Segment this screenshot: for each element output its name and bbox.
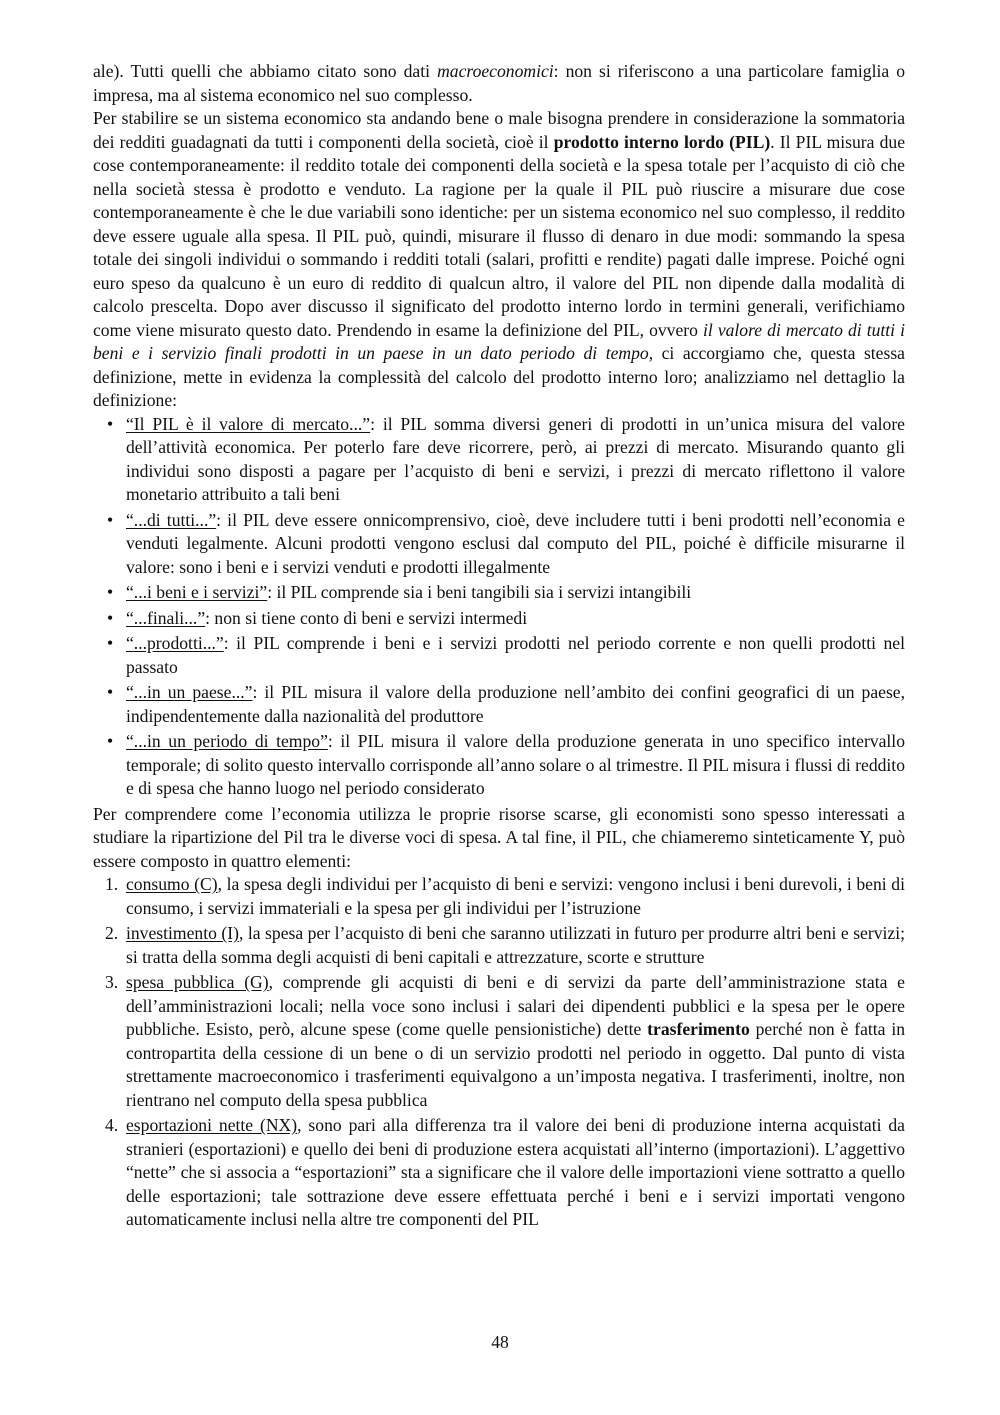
bullet-item	[93, 632, 905, 679]
underlined-term: spesa pubblica (G)	[126, 972, 269, 992]
bullet-icon: •	[107, 607, 114, 628]
bullet-item	[93, 581, 905, 605]
text-run: , ci accorgiamo che, questa stessa definizione, mette in evidenza la complessità del calcolo del prodotto interno loro; analizziamo nel dettaglio la definizione:	[93, 343, 905, 410]
item-number: 2.	[105, 923, 119, 943]
text-run: : non si riferiscono a una particolare famiglia o impresa, ma al sistema economico nel suo complesso.	[93, 61, 905, 105]
paragraph-components: Per comprendere come l’economia utilizza le proprie risorse scarse, gli economisti sono spesso interessati a studiare la ripartizione del Pil tra le diverse voci di spesa. A tal fine, il PIL, che chiameremo sinteticamente Y, può essere composto in quattro elementi:	[93, 803, 905, 871]
paragraph-pil-definition	[93, 107, 905, 413]
text-run: Per stabilire se un sistema economico sta andando bene o male bisogna prendere in considerazione la sommatoria dei redditi guadagnati da tutti i componenti della società, cioè il	[93, 108, 905, 152]
bullet-icon: •	[107, 413, 114, 434]
bullet-item	[93, 413, 905, 507]
bullet-icon: •	[107, 682, 114, 702]
item-text: , la spesa degli individui per l’acquisto di beni e servizi: vengono inclusi i beni durevoli, i beni di consumo, i servizi immateriali e la spesa per gli individui per l’istruzione	[126, 874, 905, 918]
item-number: 4.	[105, 1115, 119, 1135]
numbered-item	[93, 873, 905, 920]
bullet-text: : il PIL misura il valore della produzione nell’ambito dei confini geografici di un paese, indipendentemente dalla nazionalità del produttore	[126, 682, 906, 726]
item-text: , sono pari alla differenza tra il valore dei beni di produzione interna acquistati da stranieri (esportazioni) e quello dei beni di produzione estera acquistati all’interno (importazioni). L’aggettivo “nette” che si associa a “esportazioni” sta a significare che il valore delle importazioni viene sottratto a quello delle esportazioni; tale sottrazione deve essere effettuata perché i beni e i servizi importati vengono automaticamente inclusi nella altre tre componenti del PIL	[126, 1115, 905, 1229]
bullet-text: : non si tiene conto di beni e servizi intermedi	[205, 607, 528, 628]
page-number: 48	[491, 1332, 509, 1352]
italic-term: macroeconomici	[437, 61, 554, 81]
underlined-term: investimento (I)	[126, 923, 239, 943]
underlined-term: “...in un paese...”	[126, 682, 253, 702]
definition-bullet-list	[93, 413, 905, 801]
bullet-text: : il PIL comprende i beni e i servizi prodotti nel periodo corrente e non quelli prodotti nel passato	[126, 633, 905, 677]
document-page	[93, 60, 905, 1234]
bullet-item	[93, 681, 905, 728]
bold-term: trasferimento	[647, 1019, 750, 1039]
text-run: . Il PIL misura due cose contemporaneamente: il reddito totale dei componenti della società e la spesa totale per l’acquisto di ciò che nella società stessa è prodotto e venduto. La ragione per la quale il PIL può riuscire a misurare due cose contemporaneamente è che le due variabili sono identiche: per un sistema economico nel suo complesso, il reddito deve essere uguale alla spesa. Il PIL può, quindi, misurare il flusso di denaro in due modi: sommando la spesa totale dei singoli individui o sommando i redditi totali (salari, profitti e rendite) pagati dalle imprese. Poiché ogni euro speso da qualcuno è un euro di reddito di qualcun altro, il valore del PIL non dipende dalla modalità di calcolo prescelta. Dopo aver discusso il significato del prodotto interno lordo in termini generali, verifichiamo come viene misurato questo dato. Prendendo in esame la definizione del PIL, ovvero	[93, 131, 906, 340]
item-text: perché non è fatta in contropartita della cessione di un bene o di un servizio prodotti nel periodo in oggetto. Dal punto di vista strettamente macroeconomico i trasferimenti equivalgono a un’imposta negativa. I trasferimenti, inoltre, non rientrano nel computo della spesa pubblica	[126, 1019, 906, 1110]
bullet-item	[93, 509, 905, 580]
numbered-item	[93, 922, 905, 969]
text-run: ale). Tutti quelli che abbiamo citato sono dati	[93, 61, 438, 81]
underlined-term: “...in un periodo di tempo”	[126, 731, 328, 751]
bullet-text: : il PIL comprende sia i beni tangibili sia i servizi intangibili	[267, 582, 692, 602]
item-text: , comprende gli acquisti di beni e di servizi da parte dell’amministrazione stata e dell’amministrazioni locali; nella voce sono inclusi i salari dei dipendenti pubblici e la spesa per le opere pubbliche. Esisto, però, alcune spese (come quelle pensionistiche) dette	[126, 972, 905, 1039]
paragraph-intro	[93, 60, 905, 107]
bullet-item	[93, 607, 905, 631]
underlined-term: esportazioni nette (NX)	[126, 1115, 298, 1135]
underlined-term: “...di tutti...”	[126, 509, 217, 530]
item-text: , la spesa per l’acquisto di beni che saranno utilizzati in futuro per produrre altri beni e servizi; si tratta della somma degli acquisti di beni capitali e attrezzature, scorte e strutture	[126, 923, 905, 967]
item-number: 3.	[105, 972, 119, 992]
bullet-icon: •	[107, 582, 114, 602]
bold-term: prodotto interno lordo (PIL)	[553, 131, 771, 152]
numbered-item	[93, 971, 905, 1112]
underlined-term: “...prodotti...”	[126, 633, 224, 653]
underlined-term: “...i beni e i servizi”	[126, 582, 268, 602]
components-numbered-list	[93, 873, 905, 1232]
numbered-item	[93, 1114, 905, 1232]
bullet-item	[93, 730, 905, 801]
underlined-term: consumo (C)	[126, 874, 218, 894]
bullet-text: : il PIL misura il valore della produzione generata in uno specifico intervallo temporale; di solito questo intervallo corrisponde all’anno solare o al trimestre. Il PIL misura i flussi di reddito e di spesa che hanno luogo nel periodo considerato	[126, 731, 905, 798]
item-number: 1.	[105, 874, 119, 894]
bullet-icon: •	[107, 633, 114, 653]
bullet-icon: •	[107, 731, 114, 751]
italic-definition: il valore di mercato di tutti i beni e i servizio finali prodotti in un paese in un dato periodo di tempo	[93, 319, 905, 363]
bullet-text: : il PIL deve essere onnicomprensivo, cioè, deve includere tutti i beni prodotti nell’economia e venduti legalmente. Alcuni prodotti vengono esclusi dal computo del PIL, poiché è difficile misurarne il valore: sono i beni e i servizi venduti e prodotti illegalmente	[126, 509, 905, 577]
bullet-icon: •	[107, 509, 114, 530]
bullet-text: : il PIL somma diversi generi di prodotti in un’unica misura del valore dell’attività economica. Per poterlo fare deve ricorrere, però, ai prezzi di mercato. Misurando quanto gli individui sono disposti a pagare per l’acquisto di beni e servizi, i prezzi di mercato riflettono il valore monetario attribuito a tali beni	[126, 413, 905, 504]
underlined-term: “...finali...”	[126, 607, 206, 628]
underlined-term: “Il PIL è il valore di mercato...”	[126, 413, 371, 434]
